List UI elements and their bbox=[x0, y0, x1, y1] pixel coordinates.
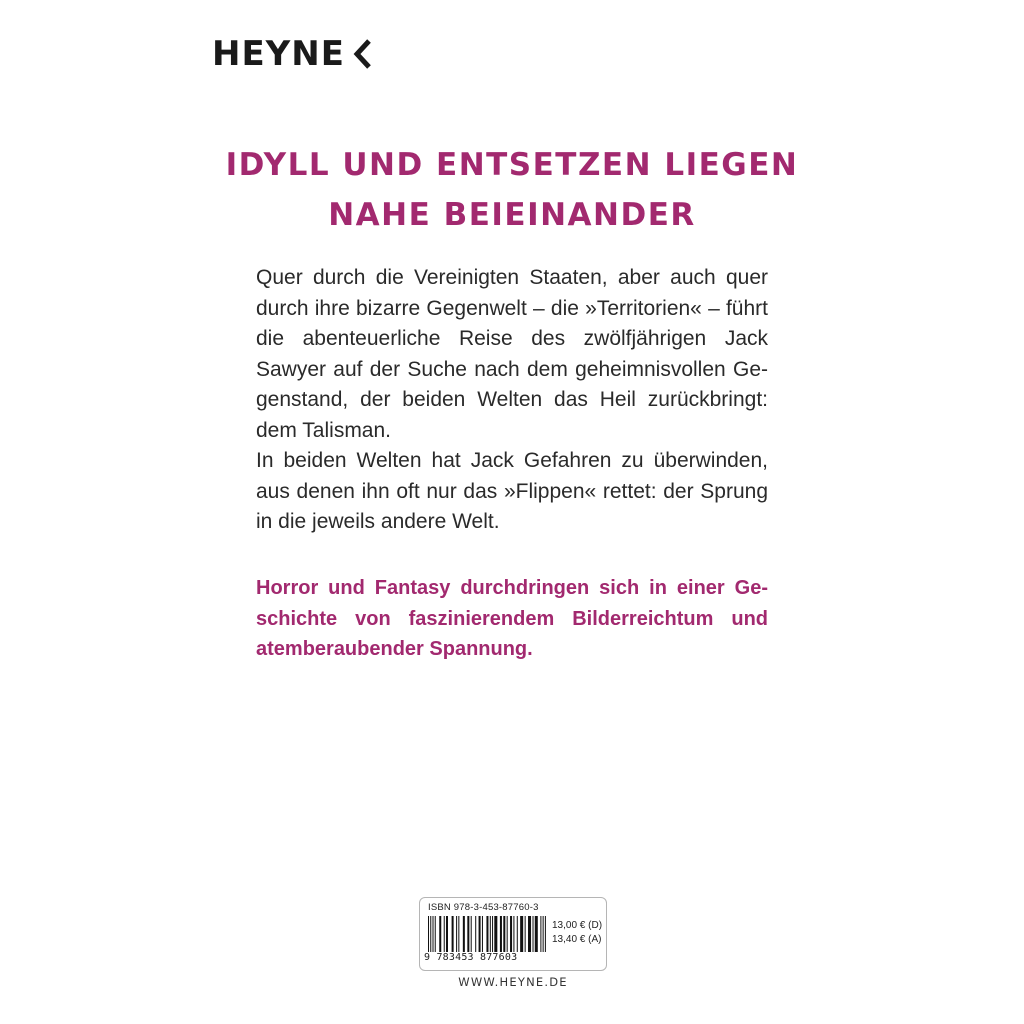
barcode-bar bbox=[494, 916, 497, 952]
barcode-bar bbox=[446, 916, 448, 952]
barcode-bar bbox=[492, 916, 493, 952]
tagline-line: atemberaubender Spannung. bbox=[256, 638, 533, 660]
blurb-line: aus denen ihn oft nur das »Flippen« rettet: der Sprung bbox=[256, 479, 768, 503]
blurb-line: In beiden Welten hat Jack Gefahren zu überwinden, bbox=[256, 449, 768, 472]
blurb-line: die abenteuerliche Reise des zwölfjährigen Jack bbox=[256, 327, 768, 350]
barcode-bar bbox=[528, 916, 531, 952]
tagline bbox=[256, 573, 768, 665]
barcode-bar bbox=[482, 916, 483, 952]
barcode-bar bbox=[463, 916, 465, 952]
barcode-bar bbox=[500, 916, 502, 952]
blurb-line: durch ihre bizarre Gegenwelt – die »Territorien« – führt bbox=[256, 296, 768, 320]
blurb-line: Quer durch die Vereinigten Staaten, aber auch quer bbox=[256, 266, 768, 289]
headline bbox=[212, 140, 812, 240]
price-austria: 13,40 € (A) bbox=[552, 934, 602, 945]
barcode-bar bbox=[439, 916, 441, 952]
barcode-bar bbox=[520, 916, 523, 952]
barcode-image bbox=[428, 916, 546, 952]
publisher-logo-text: HEYNE bbox=[212, 34, 345, 74]
barcode-bar bbox=[545, 916, 546, 952]
barcode-bar bbox=[471, 916, 472, 952]
barcode-bar bbox=[510, 916, 512, 952]
website-url: WWW.HEYNE.DE bbox=[458, 975, 568, 989]
barcode-bar bbox=[428, 916, 429, 952]
barcode-bar bbox=[444, 916, 445, 952]
blurb-line: Sawyer auf der Suche nach dem geheimnisvollen Ge- bbox=[256, 357, 768, 381]
blurb-text bbox=[256, 263, 768, 538]
barcode-bar bbox=[503, 916, 505, 952]
barcode-bar bbox=[507, 916, 508, 952]
barcode-bar bbox=[513, 916, 514, 952]
price-germany: 13,00 € (D) bbox=[552, 920, 603, 931]
barcode-bar bbox=[467, 916, 469, 952]
barcode-bar bbox=[458, 916, 459, 952]
barcode-bar bbox=[543, 916, 544, 952]
barcode-bar bbox=[435, 916, 436, 952]
tagline-line: Horror und Fantasy durchdringen sich in einer Ge- bbox=[256, 577, 768, 599]
barcode-bar bbox=[430, 916, 431, 952]
barcode-bar bbox=[479, 916, 481, 952]
blurb-line: dem Talisman. bbox=[256, 418, 392, 442]
headline-line-2: NAHE BEIEINANDER bbox=[328, 197, 696, 233]
barcode-bar bbox=[433, 916, 434, 952]
barcode-digits: 9 783453 877603 bbox=[424, 952, 518, 963]
barcode-bar bbox=[475, 916, 476, 952]
barcode-box bbox=[419, 897, 607, 971]
tagline-line: schichte von faszinierendem Bilderreichtum und bbox=[256, 607, 768, 630]
headline-line-1: IDYLL UND ENTSETZEN LIEGEN bbox=[225, 147, 799, 183]
barcode-bar bbox=[535, 916, 538, 952]
barcode-bar bbox=[456, 916, 457, 952]
barcode-bar bbox=[490, 916, 491, 952]
barcode-bar bbox=[452, 916, 454, 952]
barcode-bar bbox=[525, 916, 526, 952]
barcode-bar bbox=[540, 916, 541, 952]
heyne-chevron-icon bbox=[351, 39, 373, 69]
isbn-label: ISBN 978-3-453-87760-3 bbox=[428, 902, 539, 913]
barcode-bar bbox=[533, 916, 534, 952]
blurb-line: genstand, der beiden Welten das Heil zurückbringt: bbox=[256, 388, 768, 411]
barcode-bar bbox=[517, 916, 518, 952]
barcode-bar bbox=[486, 916, 488, 952]
blurb-line: in die jeweils andere Welt. bbox=[256, 510, 500, 533]
publisher-logo bbox=[212, 30, 373, 78]
